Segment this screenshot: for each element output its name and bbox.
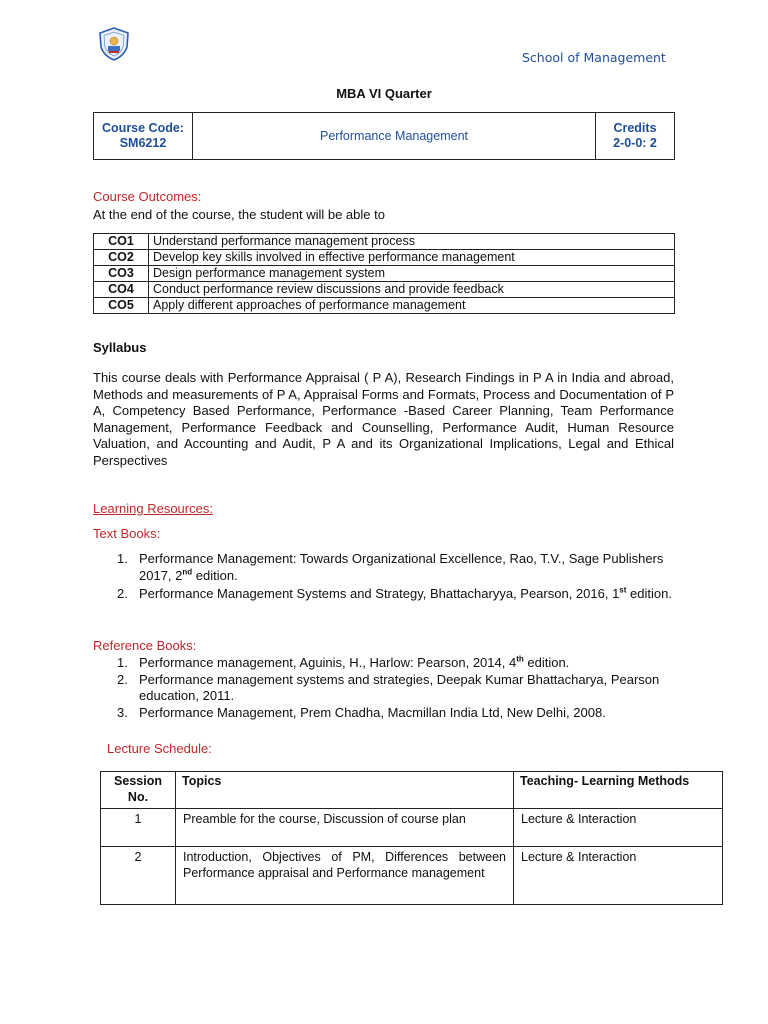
syllabus-text: This course deals with Performance Appraisal ( P A), Research Findings in P A in India and abroad, Methods and measurements of P A, Appraisal Forms and Formats, Process and Documentation of P A, Competency Based Performance, Performance -Based Career Planning, Team Performance Management, Performance Feedback and Counselling, Performance Audit, Human Resource Valuation, and Accounting and Audit, P A and its Organizational Implications, Legal and Ethical Perspectives: [93, 370, 674, 468]
col-methods: Teaching- Learning Methods: [514, 772, 723, 809]
list-number: 1.: [117, 551, 128, 566]
session-number: 1: [101, 809, 176, 847]
course-info-table: [93, 112, 675, 160]
page-title: MBA VI Quarter: [336, 86, 432, 101]
list-number: 1.: [117, 655, 128, 670]
co-id: CO2: [94, 250, 149, 266]
reference-books-heading: Reference Books:: [93, 638, 197, 653]
book-title: Performance Management: Towards Organizational Excellence, Rao, T.V., Sage Publishers 2017, 2: [139, 551, 664, 583]
table-row: [94, 282, 675, 298]
course-code-cell: [94, 113, 193, 160]
text-books-heading: Text Books:: [93, 526, 161, 541]
course-code-label: Course Code:: [102, 121, 184, 135]
co-id: CO3: [94, 266, 149, 282]
table-row: [94, 234, 675, 250]
session-topic: Preamble for the course, Discussion of course plan: [176, 809, 514, 847]
reference-books-list: [93, 655, 673, 721]
book-title: Performance management systems and strategies, Deepak Kumar Bhattacharya, Pearson education, 2011.: [139, 671, 660, 703]
co-text: Understand performance management process: [149, 234, 675, 250]
co-id: CO5: [94, 298, 149, 314]
university-logo: [97, 27, 131, 61]
list-item: [93, 672, 673, 705]
session-method: Lecture & Interaction: [514, 847, 723, 905]
book-edition: edition.: [192, 567, 238, 583]
credits-label: Credits: [613, 121, 657, 135]
outcomes-heading: Course Outcomes:: [93, 189, 202, 204]
co-text: Design performance management system: [149, 266, 675, 282]
list-item: [93, 551, 673, 584]
book-edition: edition.: [523, 655, 570, 670]
session-topic: Introduction, Objectives of PM, Differences between Performance appraisal and Performance management: [176, 847, 514, 905]
credits-cell: [596, 113, 675, 160]
list-number: 3.: [117, 704, 128, 720]
co-text: Apply different approaches of performance management: [149, 298, 675, 314]
co-text: Develop key skills involved in effective performance management: [149, 250, 675, 266]
ordinal-suffix: st: [619, 585, 627, 595]
col-session: Session No.: [101, 772, 176, 809]
list-item: [93, 705, 673, 722]
course-code: SM6212: [119, 136, 167, 150]
school-name: School of Management: [522, 50, 666, 65]
col-topics: Topics: [176, 772, 514, 809]
table-row: [94, 250, 675, 266]
book-title: Performance management, Aguinis, H., Harlow: Pearson, 2014, 4: [139, 655, 517, 670]
session-number: 2: [101, 847, 176, 905]
table-row: [101, 809, 723, 847]
table-row: [94, 266, 675, 282]
lecture-schedule-table: [100, 771, 723, 905]
credits-value: 2-0-0: 2: [613, 136, 657, 150]
book-title: Performance Management Systems and Strategy, Bhattacharyya, Pearson, 2016, 1: [139, 586, 620, 601]
list-item: [93, 586, 673, 603]
ordinal-suffix: th: [516, 654, 524, 664]
course-name: Performance Management: [193, 113, 596, 160]
table-row: [94, 298, 675, 314]
table-header-row: [101, 772, 723, 809]
table-row: [101, 847, 723, 905]
session-method: Lecture & Interaction: [514, 809, 723, 847]
co-id: CO4: [94, 282, 149, 298]
book-title: Performance Management, Prem Chadha, Macmillan India Ltd, New Delhi, 2008.: [139, 704, 606, 720]
syllabus-heading: Syllabus: [93, 340, 147, 355]
list-item: [93, 655, 673, 672]
lecture-schedule-heading: Lecture Schedule:: [107, 741, 212, 756]
co-text: Conduct performance review discussions and provide feedback: [149, 282, 675, 298]
list-number: 2.: [117, 586, 128, 601]
text-books-list: [93, 551, 673, 603]
outcomes-intro: At the end of the course, the student will be able to: [93, 207, 385, 222]
co-id: CO1: [94, 234, 149, 250]
book-edition: edition.: [626, 586, 672, 601]
ordinal-suffix: nd: [182, 567, 193, 577]
outcomes-table: [93, 233, 675, 314]
list-number: 2.: [117, 671, 128, 687]
learning-resources-heading: Learning Resources:: [93, 501, 213, 516]
